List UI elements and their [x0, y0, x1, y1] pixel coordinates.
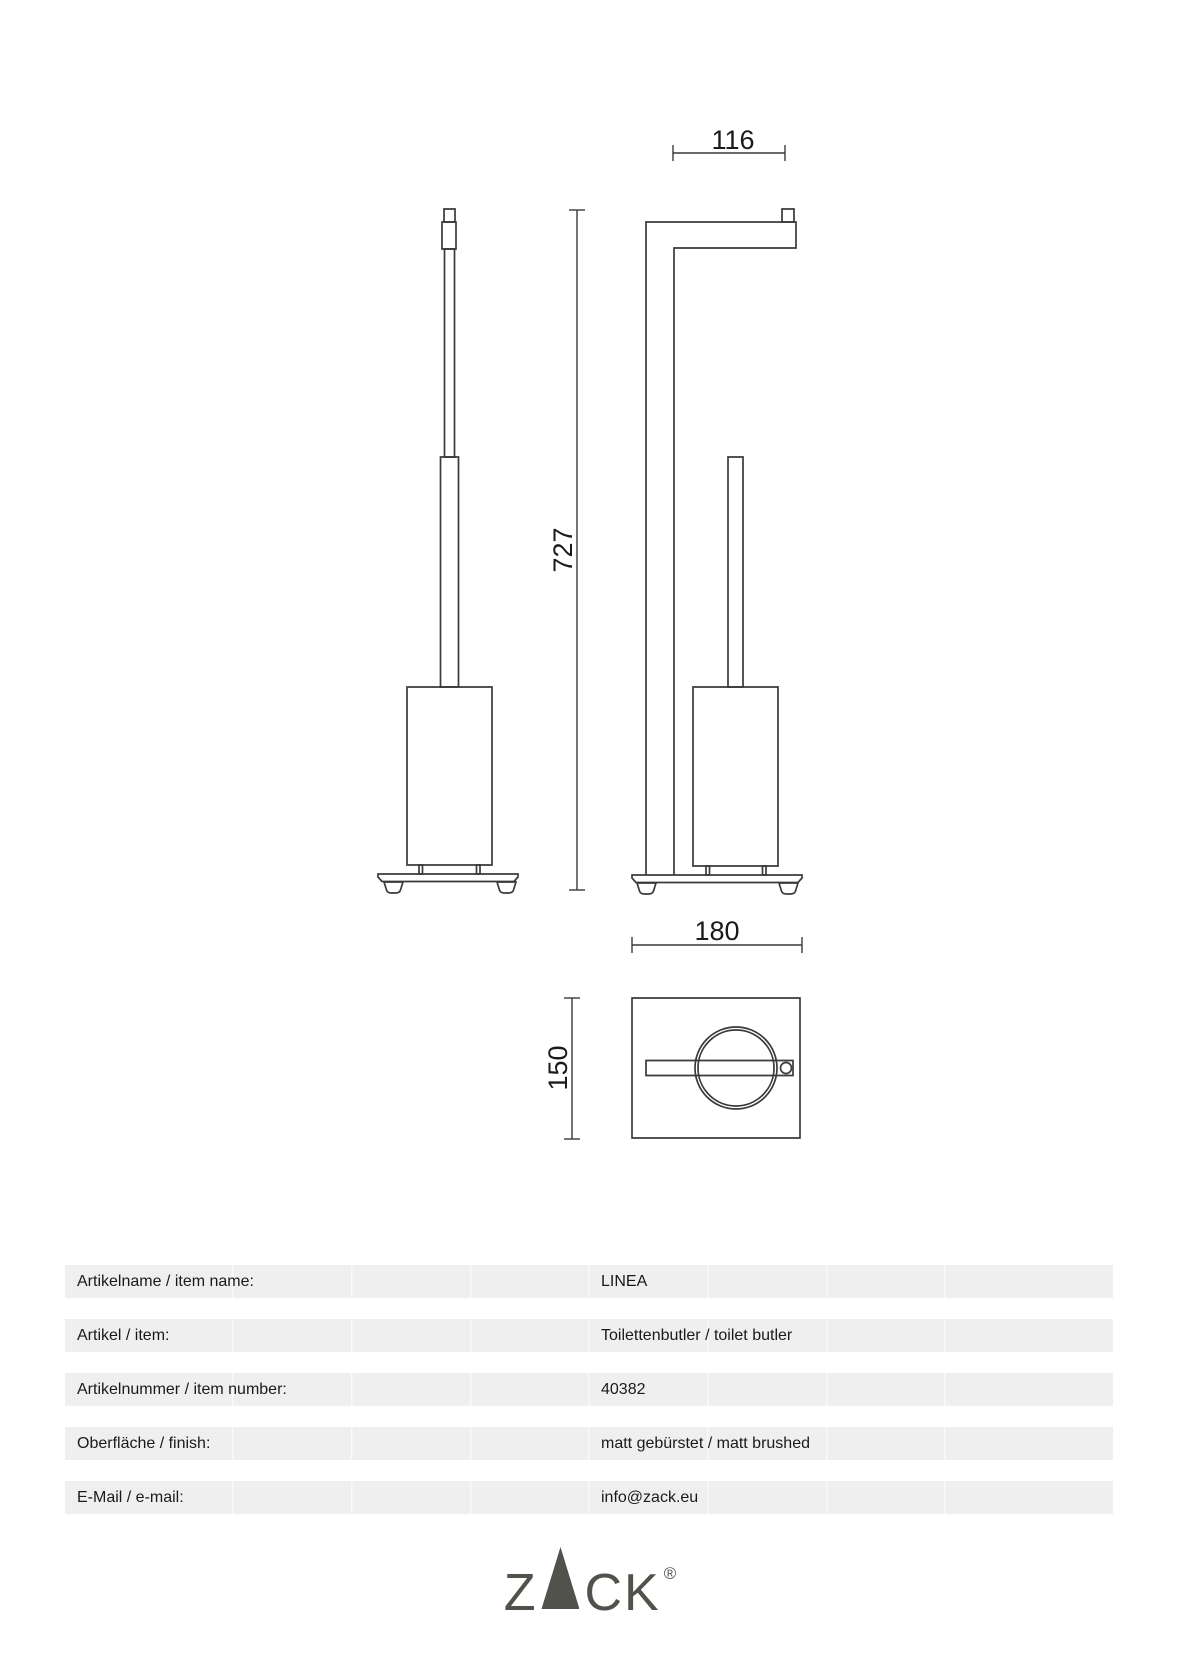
side-view-connector-left: [419, 865, 423, 874]
top-view-container-outer: [695, 1027, 777, 1109]
table-row-label: Artikel / item:: [77, 1327, 170, 1344]
front-view-base-plate: [632, 875, 802, 883]
front-view-foot-right: [779, 883, 798, 894]
side-view-container: [407, 687, 492, 865]
front-view-foot-left: [637, 883, 656, 894]
table-row-item-name: [65, 1265, 1113, 1298]
front-view-connector-right: [763, 866, 767, 875]
front-view-pole-and-arm: [646, 222, 796, 875]
side-view-arm-tab: [444, 209, 455, 222]
table-row-value: Toilettenbutler / toilet butler: [601, 1327, 793, 1344]
table-row-value: LINEA: [601, 1273, 648, 1290]
dim-label-total-height: 727: [548, 527, 578, 573]
front-view-brush-handle: [728, 457, 743, 687]
dim-label-base-depth: 150: [543, 1045, 573, 1091]
table-row-label: Oberfläche / finish:: [77, 1435, 211, 1452]
logo-registered-mark: ®: [663, 1564, 677, 1583]
zack-logo: [0, 1549, 1180, 1622]
top-view-arm: [646, 1061, 793, 1076]
table-row-label: Artikelnummer / item number:: [77, 1381, 287, 1398]
front-view-arm-tab: [782, 209, 794, 222]
dimension-base-width: [632, 916, 802, 953]
dimension-total-height: [548, 210, 585, 890]
table-row-item-number: [65, 1373, 1113, 1406]
side-view: [378, 209, 518, 893]
side-view-arm-end: [442, 222, 456, 249]
table-row-label: Artikelname / item name:: [77, 1273, 254, 1290]
table-row-value: info@zack.eu: [601, 1489, 699, 1506]
side-view-foot-right: [497, 882, 516, 893]
side-view-base-plate: [378, 874, 518, 882]
dimension-arm-width: [673, 125, 785, 161]
logo-triangle-icon: [541, 1547, 579, 1609]
top-view: [632, 998, 800, 1138]
table-row-item: [65, 1319, 1113, 1352]
side-view-brush-handle: [441, 457, 459, 687]
dimension-base-depth: [543, 998, 580, 1139]
table-row-finish: [65, 1427, 1113, 1460]
logo-letters-ck: CK: [584, 1564, 661, 1622]
dim-label-base-width: 180: [694, 916, 740, 946]
table-row-label: E-Mail / e-mail:: [77, 1489, 184, 1506]
top-view-container-inner: [698, 1030, 774, 1106]
front-view-container: [693, 687, 778, 866]
table-row-value: matt gebürstet / matt brushed: [601, 1435, 810, 1452]
side-view-pole: [445, 249, 455, 457]
top-view-arm-knob: [781, 1063, 792, 1074]
front-view: [632, 209, 802, 894]
side-view-connector-right: [477, 865, 481, 874]
side-view-foot-left: [384, 882, 403, 893]
dim-label-arm-width: 116: [711, 125, 755, 155]
logo-letter-z: Z: [503, 1564, 538, 1622]
front-view-connector-left: [706, 866, 710, 875]
table-row-email: [65, 1481, 1113, 1514]
table-row-value: 40382: [601, 1381, 646, 1398]
